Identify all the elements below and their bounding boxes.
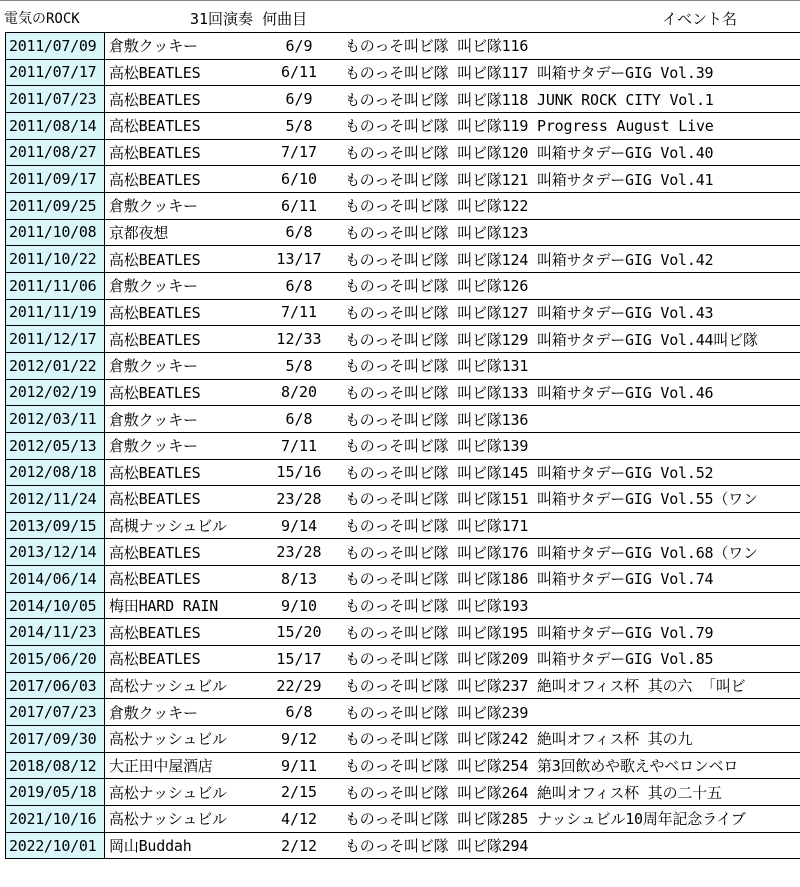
venue-cell: 高松BEATLES <box>109 383 201 402</box>
date-cell: 2012/05/13 <box>5 433 105 459</box>
date-cell: 2011/08/14 <box>5 113 105 139</box>
event-cell: ものっそ叫ビ隊 叫ビ隊119 Progress August Live <box>345 117 714 136</box>
event-cell: ものっそ叫ビ隊 叫ビ隊242 絶叫オフィス杯 其の九 <box>345 730 693 749</box>
event-cell: ものっそ叫ビ隊 叫ビ隊116 <box>345 37 529 56</box>
song-position-cell: 6/8 <box>285 410 313 429</box>
event-cell: ものっそ叫ビ隊 叫ビ隊127 叫箱サタデーGIG Vol.43 <box>345 303 714 322</box>
event-cell: ものっそ叫ビ隊 叫ビ隊126 <box>345 277 529 296</box>
venue-cell: 梅田HARD RAIN <box>109 597 219 616</box>
date-cell: 2012/11/24 <box>5 486 105 512</box>
table-row <box>5 300 800 327</box>
event-cell: ものっそ叫ビ隊 叫ビ隊285 ナッシュビル10周年記念ライブ <box>345 810 746 829</box>
venue-cell: 高松BEATLES <box>109 90 201 109</box>
table-row <box>5 193 800 220</box>
venue-cell: 高松ナッシュビル <box>109 730 227 749</box>
venue-cell: 倉敷クッキー <box>109 703 198 722</box>
song-position-cell: 6/8 <box>285 276 313 295</box>
event-cell: ものっそ叫ビ隊 叫ビ隊171 <box>345 517 529 536</box>
song-position-cell: 15/20 <box>276 623 322 642</box>
song-position-cell: 6/8 <box>285 703 313 722</box>
date-cell: 2022/10/01 <box>5 833 105 859</box>
table-row <box>5 166 800 193</box>
date-cell: 2011/09/25 <box>5 193 105 219</box>
event-cell: ものっそ叫ビ隊 叫ビ隊264 絶叫オフィス杯 其の二十五 <box>345 783 722 802</box>
song-position-cell: 15/16 <box>276 463 322 482</box>
date-cell: 2014/10/05 <box>5 593 105 619</box>
table-row <box>5 726 800 753</box>
event-cell: ものっそ叫ビ隊 叫ビ隊186 叫箱サタデーGIG Vol.74 <box>345 570 714 589</box>
song-position-cell: 8/13 <box>280 569 318 588</box>
table-row <box>5 566 800 593</box>
venue-cell: 京都夜想 <box>109 223 169 242</box>
date-cell: 2012/03/11 <box>5 406 105 432</box>
event-cell: ものっそ叫ビ隊 叫ビ隊239 <box>345 703 529 722</box>
date-cell: 2012/02/19 <box>5 380 105 406</box>
table-row <box>5 406 800 433</box>
event-cell: ものっそ叫ビ隊 叫ビ隊121 叫箱サタデーGIG Vol.41 <box>345 170 714 189</box>
event-cell: ものっそ叫ビ隊 叫ビ隊120 叫箱サタデーGIG Vol.40 <box>345 143 714 162</box>
song-position-cell: 13/17 <box>276 250 322 269</box>
song-position-cell: 9/12 <box>280 729 318 748</box>
song-position-cell: 7/11 <box>280 303 318 322</box>
event-cell: ものっそ叫ビ隊 叫ビ隊118 JUNK ROCK CITY Vol.1 <box>345 90 714 109</box>
song-position-cell: 7/11 <box>280 436 318 455</box>
event-cell: ものっそ叫ビ隊 叫ビ隊139 <box>345 437 529 456</box>
venue-cell: 倉敷クッキー <box>109 410 198 429</box>
venue-cell: 高松ナッシュビル <box>109 810 227 829</box>
header-row <box>0 0 800 32</box>
event-cell: ものっそ叫ビ隊 叫ビ隊133 叫箱サタデーGIG Vol.46 <box>345 383 714 402</box>
song-position-cell: 6/9 <box>285 36 313 55</box>
table-row <box>5 60 800 87</box>
date-cell: 2012/08/18 <box>5 460 105 486</box>
venue-cell: 高松BEATLES <box>109 250 201 269</box>
venue-cell: 岡山Buddah <box>109 837 192 856</box>
event-cell: ものっそ叫ビ隊 叫ビ隊123 <box>345 223 529 242</box>
date-cell: 2019/05/18 <box>5 779 105 805</box>
date-cell: 2011/07/17 <box>5 60 105 86</box>
date-cell: 2011/10/22 <box>5 246 105 272</box>
table-row <box>5 140 800 167</box>
event-cell: ものっそ叫ビ隊 叫ビ隊136 <box>345 410 529 429</box>
date-cell: 2017/06/03 <box>5 673 105 699</box>
venue-cell: 大正田中屋酒店 <box>109 757 213 776</box>
table-row <box>5 113 800 140</box>
venue-cell: 高松BEATLES <box>109 330 201 349</box>
song-position-cell: 23/28 <box>276 543 322 562</box>
date-cell: 2012/01/22 <box>5 353 105 379</box>
event-cell: ものっそ叫ビ隊 叫ビ隊254 第3回飲めや歌えやベロンベロ <box>345 757 739 776</box>
event-header: イベント名 <box>662 10 738 28</box>
song-position-cell: 23/28 <box>276 489 322 508</box>
song-position-cell: 6/11 <box>280 63 318 82</box>
venue-cell: 高松BEATLES <box>109 117 201 136</box>
event-cell: ものっそ叫ビ隊 叫ビ隊122 <box>345 197 529 216</box>
venue-cell: 高松BEATLES <box>109 303 201 322</box>
venue-cell: 倉敷クッキー <box>109 277 198 296</box>
venue-cell: 高槻ナッシュビル <box>109 517 227 536</box>
date-cell: 2014/11/23 <box>5 619 105 645</box>
date-cell: 2011/08/27 <box>5 140 105 166</box>
date-cell: 2013/12/14 <box>5 539 105 565</box>
venue-cell: 倉敷クッキー <box>109 437 198 456</box>
date-cell: 2014/06/14 <box>5 566 105 592</box>
date-cell: 2011/12/17 <box>5 326 105 352</box>
table-row <box>5 673 800 700</box>
table-row <box>5 699 800 726</box>
table-row <box>5 539 800 566</box>
table-row <box>5 593 800 620</box>
venue-cell: 倉敷クッキー <box>109 197 198 216</box>
event-cell: ものっそ叫ビ隊 叫ビ隊195 叫箱サタデーGIG Vol.79 <box>345 623 714 642</box>
table-row <box>5 433 800 460</box>
song-position-cell: 9/10 <box>280 596 318 615</box>
event-cell: ものっそ叫ビ隊 叫ビ隊129 叫箱サタデーGIG Vol.44叫ビ隊 <box>345 330 758 349</box>
venue-cell: 高松BEATLES <box>109 570 201 589</box>
date-cell: 2017/09/30 <box>5 726 105 752</box>
table-row <box>5 220 800 247</box>
event-cell: ものっそ叫ビ隊 叫ビ隊209 叫箱サタデーGIG Vol.85 <box>345 650 714 669</box>
venue-cell: 高松BEATLES <box>109 463 201 482</box>
song-position-cell: 9/14 <box>280 516 318 535</box>
count-header: 31回演奏 何曲目 <box>190 10 308 28</box>
song-position-cell: 15/17 <box>276 649 322 668</box>
date-cell: 2011/10/08 <box>5 220 105 246</box>
table-row <box>5 646 800 673</box>
event-cell: ものっそ叫ビ隊 叫ビ隊145 叫箱サタデーGIG Vol.52 <box>345 463 714 482</box>
table-row <box>5 833 800 860</box>
artist-title: 電気のROCK <box>4 11 80 27</box>
song-position-cell: 7/17 <box>280 143 318 162</box>
table-row <box>5 460 800 487</box>
venue-cell: 高松BEATLES <box>109 623 201 642</box>
table-row <box>5 326 800 353</box>
venue-cell: 高松BEATLES <box>109 650 201 669</box>
performance-table <box>5 32 800 859</box>
song-position-cell: 12/33 <box>276 330 322 349</box>
venue-cell: 高松BEATLES <box>109 170 201 189</box>
event-cell: ものっそ叫ビ隊 叫ビ隊131 <box>345 357 529 376</box>
venue-cell: 倉敷クッキー <box>109 357 198 376</box>
venue-cell: 高松ナッシュビル <box>109 677 227 696</box>
venue-cell: 高松BEATLES <box>109 143 201 162</box>
table-row <box>5 513 800 540</box>
song-position-cell: 6/11 <box>280 196 318 215</box>
event-cell: ものっそ叫ビ隊 叫ビ隊176 叫箱サタデーGIG Vol.68（ワン <box>345 543 758 562</box>
song-position-cell: 2/12 <box>280 836 318 855</box>
date-cell: 2011/09/17 <box>5 166 105 192</box>
date-cell: 2021/10/16 <box>5 806 105 832</box>
date-cell: 2017/07/23 <box>5 699 105 725</box>
song-position-cell: 2/15 <box>280 783 318 802</box>
venue-cell: 高松BEATLES <box>109 543 201 562</box>
song-position-cell: 9/11 <box>280 756 318 775</box>
venue-cell: 倉敷クッキー <box>109 37 198 56</box>
date-cell: 2011/11/06 <box>5 273 105 299</box>
song-position-cell: 6/8 <box>285 223 313 242</box>
date-cell: 2011/07/23 <box>5 86 105 112</box>
table-row <box>5 380 800 407</box>
date-cell: 2013/09/15 <box>5 513 105 539</box>
table-row <box>5 619 800 646</box>
date-cell: 2011/07/09 <box>5 33 105 59</box>
event-cell: ものっそ叫ビ隊 叫ビ隊294 <box>345 837 529 856</box>
table-row <box>5 486 800 513</box>
table-row <box>5 753 800 780</box>
table-row <box>5 273 800 300</box>
table-row <box>5 806 800 833</box>
song-position-cell: 6/10 <box>280 170 318 189</box>
event-cell: ものっそ叫ビ隊 叫ビ隊151 叫箱サタデーGIG Vol.55（ワン <box>345 490 758 509</box>
song-position-cell: 8/20 <box>280 383 318 402</box>
table-row <box>5 33 800 60</box>
venue-cell: 高松BEATLES <box>109 490 201 509</box>
date-cell: 2011/11/19 <box>5 300 105 326</box>
song-position-cell: 5/8 <box>285 356 313 375</box>
song-position-cell: 22/29 <box>276 676 322 695</box>
date-cell: 2015/06/20 <box>5 646 105 672</box>
event-cell: ものっそ叫ビ隊 叫ビ隊124 叫箱サタデーGIG Vol.42 <box>345 250 714 269</box>
song-position-cell: 5/8 <box>285 116 313 135</box>
table-row <box>5 86 800 113</box>
event-cell: ものっそ叫ビ隊 叫ビ隊193 <box>345 597 529 616</box>
venue-cell: 高松ナッシュビル <box>109 783 227 802</box>
event-cell: ものっそ叫ビ隊 叫ビ隊117 叫箱サタデーGIG Vol.39 <box>345 63 714 82</box>
song-position-cell: 6/9 <box>285 90 313 109</box>
venue-cell: 高松BEATLES <box>109 63 201 82</box>
table-row <box>5 779 800 806</box>
table-row <box>5 353 800 380</box>
song-position-cell: 4/12 <box>280 809 318 828</box>
event-cell: ものっそ叫ビ隊 叫ビ隊237 絶叫オフィス杯 其の六 「叫ビ <box>345 677 746 696</box>
table-row <box>5 246 800 273</box>
date-cell: 2018/08/12 <box>5 753 105 779</box>
